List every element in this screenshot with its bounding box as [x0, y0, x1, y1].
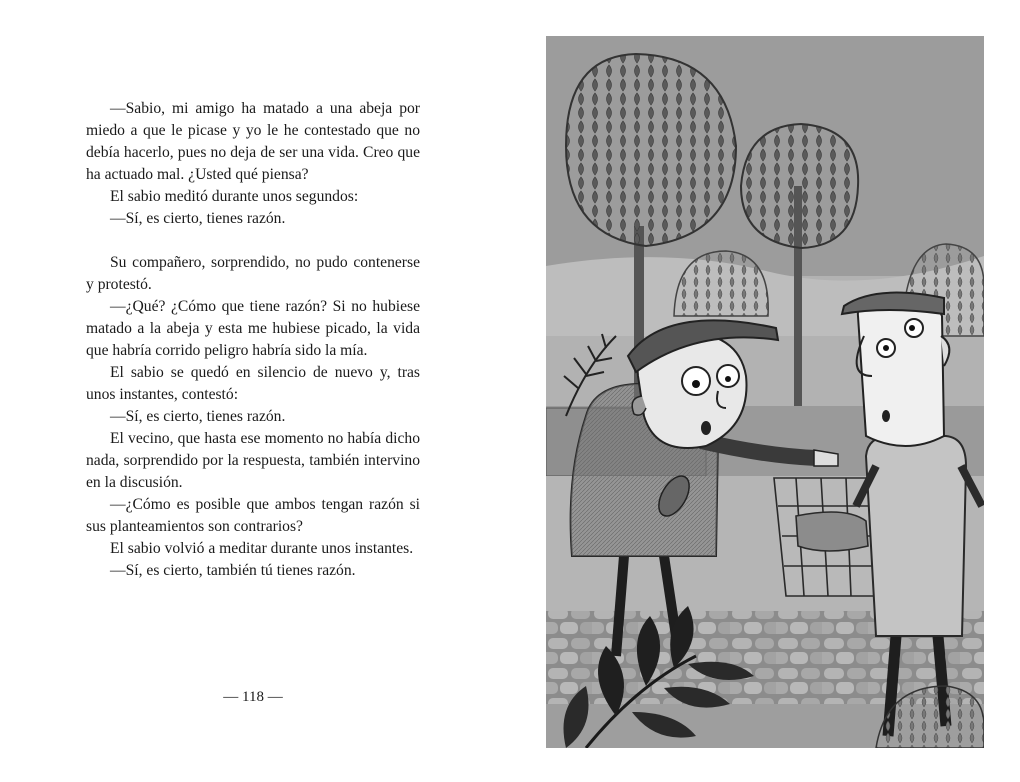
paragraph: —Sabio, mi amigo ha matado a una abeja por miedo a que le picase y yo le he contestado que no debía hacerlo, pues no deja de ser una vida. Creo que ha actuado mal. ¿Usted qué piensa?: [86, 100, 420, 183]
paragraph: —¿Qué? ¿Cómo que tiene razón? Si no hubiese matado a la abeja y esta me hubiese picado, la vida que habría corrido peligro habría sido la mía.: [86, 298, 420, 359]
left-page-text: [86, 98, 420, 582]
page-number: — 118 —: [223, 689, 283, 705]
illustration: [546, 36, 984, 748]
paragraph: El vecino, que hasta ese momento no había dicho nada, sorprendido por la respuesta, también intervino en la discusión.: [86, 430, 420, 491]
paragraph: El sabio se quedó en silencio de nuevo y, tras unos instantes, contestó:: [86, 364, 420, 403]
paragraph: —Sí, es cierto, también tú tienes razón.: [110, 562, 356, 579]
paragraph: El sabio volvió a meditar durante unos instantes.: [110, 540, 414, 557]
paragraph: Su compañero, sorprendido, no pudo contenerse y protestó.: [86, 254, 420, 293]
paragraph: —Sí, es cierto, tienes razón.: [110, 210, 286, 227]
paragraph: El sabio meditó durante unos segundos:: [110, 188, 359, 205]
paragraph: —Sí, es cierto, tienes razón.: [110, 408, 286, 425]
paragraph: —¿Cómo es posible que ambos tengan razón si sus planteamientos son contrarios?: [86, 496, 420, 535]
